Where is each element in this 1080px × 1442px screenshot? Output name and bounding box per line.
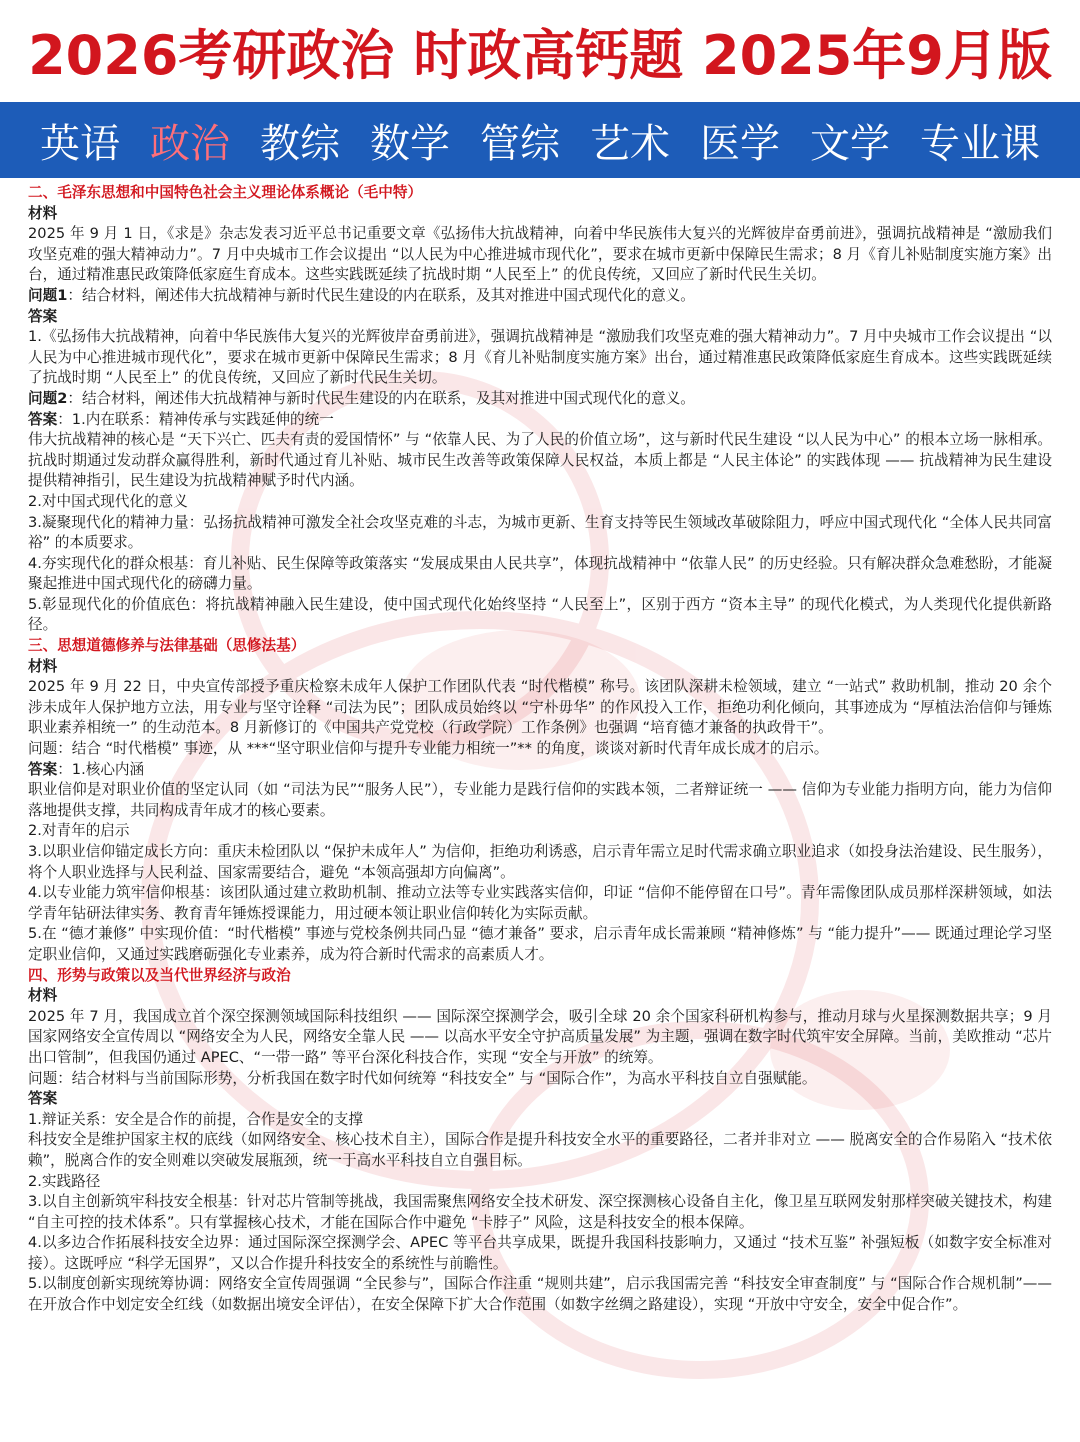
nav-item-english[interactable]: 英语: [40, 120, 120, 167]
answer-label: 答案: [28, 1090, 58, 1108]
answer-head-text: ：1.内在联系：精神传承与实践延伸的统一: [57, 410, 334, 428]
question-label: 问题2: [28, 389, 68, 407]
answer-label: 答案: [28, 307, 58, 325]
answer-paragraph: 职业信仰是对职业价值的坚定认同（如 “司法为民”“服务人民”），专业能力是践行信仰的实践本领，二者辩证统一 —— 信仰为专业能力指明方向，能力为信仰落地提供支撑，共同构成青年成才的核心要素。: [28, 781, 1052, 819]
material-text: 2025 年 9 月 1 日，《求是》杂志发表习近平总书记重要文章《弘扬伟大抗战精神，向着中华民族伟大复兴的光辉彼岸奋勇前进》，强调抗战精神是 “激励我们攻坚克难的强大精神动力”。7 月中央城市工作会议提出 “以人民为中心推进城市现代化”，要求在城市更新中保障民生需求；8 月《育儿补贴制度实施方案》出台，通过精准惠民政策降低家庭生育成本。这些实践既延续了抗战时期 “人民至上” 的优良传统，又回应了新时代民生关切。: [28, 225, 1052, 284]
answer-paragraph: 4.夯实现代化的群众根基：育儿补贴、民生保障等政策落实 “发展成果由人民共享”，体现抗战精神中 “依靠人民” 的历史经验。只有解决群众急难愁盼，才能凝聚起推进中国式现代化的磅礴力量。: [28, 554, 1052, 593]
answer-paragraph: 伟大抗战精神的核心是 “天下兴亡、匹夫有责的爱国情怀” 与 “依靠人民、为了人民的价值立场”，这与新时代民生建设 “以人民为中心” 的根本立场一脉相承。抗战时期通过发动群众赢得胜利，新时代通过育儿补贴、城市民生改善等政策保障人民权益，本质上都是 “人民主体论” 的实践体现 —— 抗战精神为民生建设提供精神指引，民生建设为抗战精神赋予时代内涵。: [28, 431, 1052, 490]
material-label: 材料: [28, 987, 58, 1005]
answer-paragraph: 4.以专业能力筑牢信仰根基：该团队通过建立救助机制、推动立法等专业实践落实信仰，印证 “信仰不能停留在口号”。青年需像团队成员那样深耕领域，如法学青年钻研法律实务、教育青年锤炼授课能力，用过硬本领让职业信仰转化为实际贡献。: [28, 884, 1052, 922]
answer-paragraph: 3.凝聚现代化的精神力量：弘扬抗战精神可激发全社会攻坚克难的斗志，为城市更新、生育支持等民生领域改革破除阻力，呼应中国式现代化 “全体人民共同富裕” 的本质要求。: [28, 513, 1052, 552]
question-2: [28, 389, 1052, 410]
answer-label: 答案: [28, 760, 58, 778]
question-text: 问题：结合材料与当前国际形势，分析我国在数字时代如何统筹 “科技安全” 与 “国际合作”，为高水平科技自立自强赋能。: [28, 1069, 817, 1087]
answer-text: 1.《弘扬伟大抗战精神，向着中华民族伟大复兴的光辉彼岸奋勇前进》，强调抗战精神是 “激励我们攻坚克难的强大精神动力”。7 月中央城市工作会议提出 “以人民为中心推进城市现代化”，要求在城市更新中保障民生需求；8 月《育儿补贴制度实施方案》出台，通过精准惠民政策降低家庭生育成本。这些实践既延续了抗战时期 “人民至上” 的优良传统，又回应了新时代民生关切。: [28, 328, 1052, 387]
page-title: 2026考研政治 时政高钙题 2025年9月版: [28, 23, 1052, 87]
section-heading: 四、形势与政策以及当代世界经济与政治: [28, 966, 291, 984]
question-text: ：结合材料，阐述伟大抗战精神与新时代民生建设的内在联系，及其对推进中国式现代化的意义。: [67, 286, 695, 304]
answer-paragraph: 2.对中国式现代化的意义: [28, 492, 188, 510]
nav-item-major[interactable]: 专业课: [920, 120, 1040, 167]
material-label: 材料: [28, 657, 58, 675]
answer-paragraph: 科技安全是维护国家主权的底线（如网络安全、核心技术自主），国际合作是提升科技安全水平的重要路径，二者并非对立 —— 脱离安全的合作易陷入 “技术依赖”，脱离合作的安全则难以突破发展瓶颈，统一于高水平科技自立自强目标。: [28, 1131, 1052, 1169]
answer-paragraph: 3.以自主创新筑牢科技安全根基：针对芯片管制等挑战，我国需聚焦网络安全技术研发、深空探测核心设备自主化，像卫星互联网发射那样突破关键技术，构建 “自主可控的技术体系”。只有掌握核心技术，才能在国际合作中避免 “卡脖子” 风险，这是科技安全的根本保障。: [28, 1193, 1052, 1231]
nav-item-medicine[interactable]: 医学: [700, 120, 780, 167]
question-text: 问题：结合 “时代楷模” 事迹，从 ***“坚守职业信仰与提升专业能力相统一”** 的角度，谈谈对新时代青年成长成才的启示。: [28, 740, 829, 758]
answer-paragraph: 4.以多边合作拓展科技安全边界：通过国际深空探测学会、APEC 等平台共享成果，既提升我国科技影响力，又通过 “技术互鉴” 补强短板（如数字安全标准对接）。这既呼应 “科学无国界”，又以合作提升科技安全的系统性与前瞻性。: [28, 1234, 1052, 1272]
nav-item-management[interactable]: 管综: [480, 120, 560, 167]
header: [0, 0, 1080, 102]
answer-paragraph: 1.辩证关系：安全是合作的前提，合作是安全的支撑: [28, 1110, 363, 1128]
material-text: 2025 年 9 月 22 日，中央宣传部授予重庆检察未成年人保护工作团队代表 “时代楷模” 称号。该团队深耕未检领域，建立 “一站式” 救助机制，推动 20 余个涉未成年人保护地方立法，用专业与坚守诠释 “司法为民”；团队成员始终以 “宁朴毋华” 的作风投入工作，拒绝功利化倾向，其事迹成为 “厚植法治信仰与锤炼职业素养相统一” 的生动范本。8 月新修订的《中国共产党党校（行政学院）工作条例》也强调 “培育德才兼备的执政骨干”。: [28, 678, 1052, 737]
material-label: 材料: [28, 204, 58, 222]
nav-item-education[interactable]: 教综: [260, 120, 340, 167]
answer-paragraph: 2.对青年的启示: [28, 822, 130, 840]
nav-item-politics[interactable]: 政治: [150, 120, 230, 167]
answer-label: 答案: [28, 410, 58, 428]
section-heading: 三、思想道德修养与法律基础（思修法基）: [28, 637, 306, 655]
answer-paragraph: 5.在 “德才兼修” 中实现价值：“时代楷模” 事迹与党校条例共同凸显 “德才兼备” 要求，启示青年成长需兼顾 “精神修炼” 与 “能力提升”—— 既通过理论学习坚定职业信仰，又通过实践磨砺强化专业素养，成为符合新时代需求的高素质人才。: [28, 925, 1052, 963]
answer-paragraph: 3.以职业信仰锚定成长方向：重庆未检团队以 “保护未成年人” 为信仰，拒绝功利诱惑，启示青年需立足时代需求确立职业追求（如投身法治建设、民生服务），将个人职业选择与人民利益、国家需要结合，避免 “本领高强却方向偏离”。: [28, 843, 1052, 881]
document-body: [0, 178, 1080, 1316]
answer-paragraph: 5.以制度创新实现统筹协调：网络安全宣传周强调 “全民参与”，国际合作注重 “规则共建”，启示我国需完善 “科技安全审查制度” 与 “国际合作合规机制”—— 在开放合作中划定安全红线（如数据出境安全评估），在安全保障下扩大合作范围（如数字丝绸之路建设），实现 “开放中守安全，安全中促合作”。: [28, 1275, 1052, 1314]
answer-head: [28, 410, 1052, 431]
section-heading: 二、毛泽东思想和中国特色社会主义理论体系概论（毛中特）: [28, 184, 423, 201]
answer-head-text: ：1.核心内涵: [57, 760, 145, 778]
question-text: ：结合材料，阐述伟大抗战精神与新时代民生建设的内在联系，及其对推进中国式现代化的意义。: [67, 389, 695, 407]
question-label: 问题1: [28, 286, 68, 304]
nav-item-art[interactable]: 艺术: [590, 120, 670, 167]
answer-paragraph: 2.实践路径: [28, 1172, 101, 1190]
question-1: [28, 286, 1052, 307]
answer-paragraph: 5.彰显现代化的价值底色：将抗战精神融入民生建设，使中国式现代化始终坚持 “人民至上”，区别于西方 “资本主导” 的现代化模式，为人类现代化提供新路径。: [28, 595, 1052, 634]
material-text: 2025 年 7 月，我国成立首个深空探测领域国际科技组织 —— 国际深空探测学会，吸引全球 20 余个国家科研机构参与，推动月球与火星探测数据共享；9 月国家网络安全宣传周以 “网络安全为人民，网络安全靠人民 —— 以高水平安全守护高质量发展” 为主题，强调在数字时代筑牢安全屏障。当前，美欧推动 “芯片出口管制”，但我国仍通过 APEC、“一带一路” 等平台深化科技合作，实现 “安全与开放” 的统筹。: [28, 1007, 1052, 1066]
nav-item-math[interactable]: 数学: [370, 120, 450, 167]
subject-nav: [0, 102, 1080, 178]
nav-item-literature[interactable]: 文学: [810, 120, 890, 167]
answer-head: [28, 760, 1052, 781]
